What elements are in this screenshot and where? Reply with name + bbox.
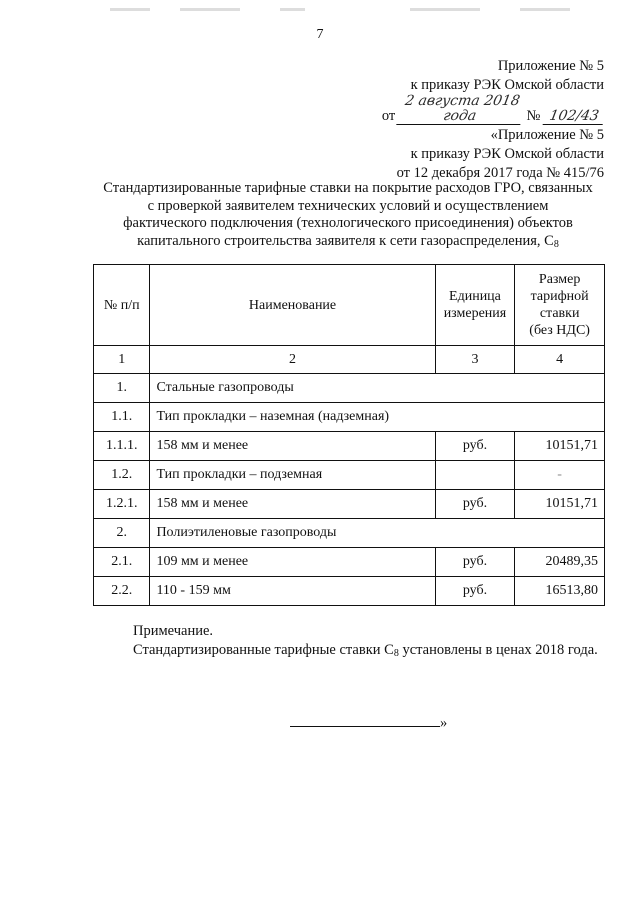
row-name: 158 мм и менее: [150, 432, 435, 461]
appendix-quoted-title: «Приложение № 5: [490, 127, 604, 144]
row-value: 10151,71: [515, 432, 605, 461]
note-heading: Примечание.: [133, 623, 214, 639]
row-number: 2.: [94, 519, 150, 548]
appendix-quoted-order-ref: к приказу РЭК Омской области: [410, 145, 604, 162]
row-section-name: Полиэтиленовые газопроводы: [150, 519, 605, 548]
row-number: 1.1.: [94, 403, 150, 432]
title-line: с проверкой заявителем технических условий и осуществлением: [147, 197, 549, 214]
appendix-title: Приложение № 5: [497, 58, 604, 74]
closing-quote: »: [440, 715, 448, 731]
row-value: 20489,35: [515, 548, 605, 577]
row-name: 158 мм и менее: [150, 490, 435, 519]
table-row: [94, 374, 605, 403]
number-prefix: №: [526, 108, 541, 125]
row-unit: руб.: [435, 548, 515, 577]
date-prefix: от: [381, 108, 396, 125]
title-line: капитального строительства заявителя к сети газораспределения, $С_8$: [137, 232, 559, 250]
row-number: 1.2.: [94, 461, 150, 490]
column-number-row: [94, 346, 605, 374]
row-number: 1.2.1.: [94, 490, 150, 519]
table-row: [94, 490, 605, 519]
header-number: № п/п: [94, 265, 150, 346]
table-row: [94, 461, 605, 490]
title-line: фактического подключения (технологического присоединения) объектов: [123, 215, 573, 232]
row-unit: руб.: [435, 577, 515, 606]
row-name: Тип прокладки – подземная: [150, 461, 435, 490]
table-row: [94, 577, 605, 606]
row-number: 2.2.: [94, 577, 150, 606]
closing-line: [290, 712, 447, 732]
title-line: Стандартизированные тарифные ставки на покрытие расходов ГРО, связанных: [103, 180, 593, 196]
scan-artifacts: [110, 8, 580, 16]
row-unit: руб.: [435, 490, 515, 519]
column-number: 1: [94, 346, 150, 374]
header-name: Наименование: [150, 265, 435, 346]
row-section-name: Стальные газопроводы: [150, 374, 605, 403]
header-unit: Единица измерения: [435, 265, 515, 346]
handwritten-date: 2 августа 2018 года: [396, 94, 525, 125]
row-name: 110 - 159 мм: [150, 577, 435, 606]
row-number: 1.: [94, 374, 150, 403]
table-row: [94, 403, 605, 432]
appendix-block: [382, 57, 604, 182]
table-row: [94, 519, 605, 548]
column-number: 2: [150, 346, 435, 374]
handwritten-number: 102/43: [543, 109, 606, 125]
signature-line: [290, 712, 440, 727]
column-number: 4: [515, 346, 605, 374]
appendix-quoted-date: от 12 декабря 2017 года № 415/76: [396, 164, 604, 181]
row-value: -: [515, 461, 605, 490]
row-number: 2.1.: [94, 548, 150, 577]
appendix-order-ref: к приказу РЭК Омской области: [410, 76, 604, 93]
row-unit: [435, 461, 515, 490]
document-title: [90, 180, 606, 253]
note-text: Стандартизированные тарифные ставки $С_8$ установлены в ценах 2018 года.: [133, 642, 598, 659]
table-row: [94, 548, 605, 577]
row-name: 109 мм и менее: [150, 548, 435, 577]
tariff-table: [93, 264, 605, 606]
row-value: 16513,80: [515, 577, 605, 606]
row-value: 10151,71: [515, 490, 605, 519]
row-number: 1.1.1.: [94, 432, 150, 461]
row-unit: руб.: [435, 432, 515, 461]
table-row: [94, 432, 605, 461]
table-header-row: [94, 265, 605, 346]
column-number: 3: [435, 346, 515, 374]
page-number: 7: [316, 27, 324, 42]
row-section-name: Тип прокладки – наземная (надземная): [150, 403, 605, 432]
appendix-date-line: [382, 94, 604, 126]
header-rate: Размер тарифной ставки (без НДС): [515, 265, 605, 346]
